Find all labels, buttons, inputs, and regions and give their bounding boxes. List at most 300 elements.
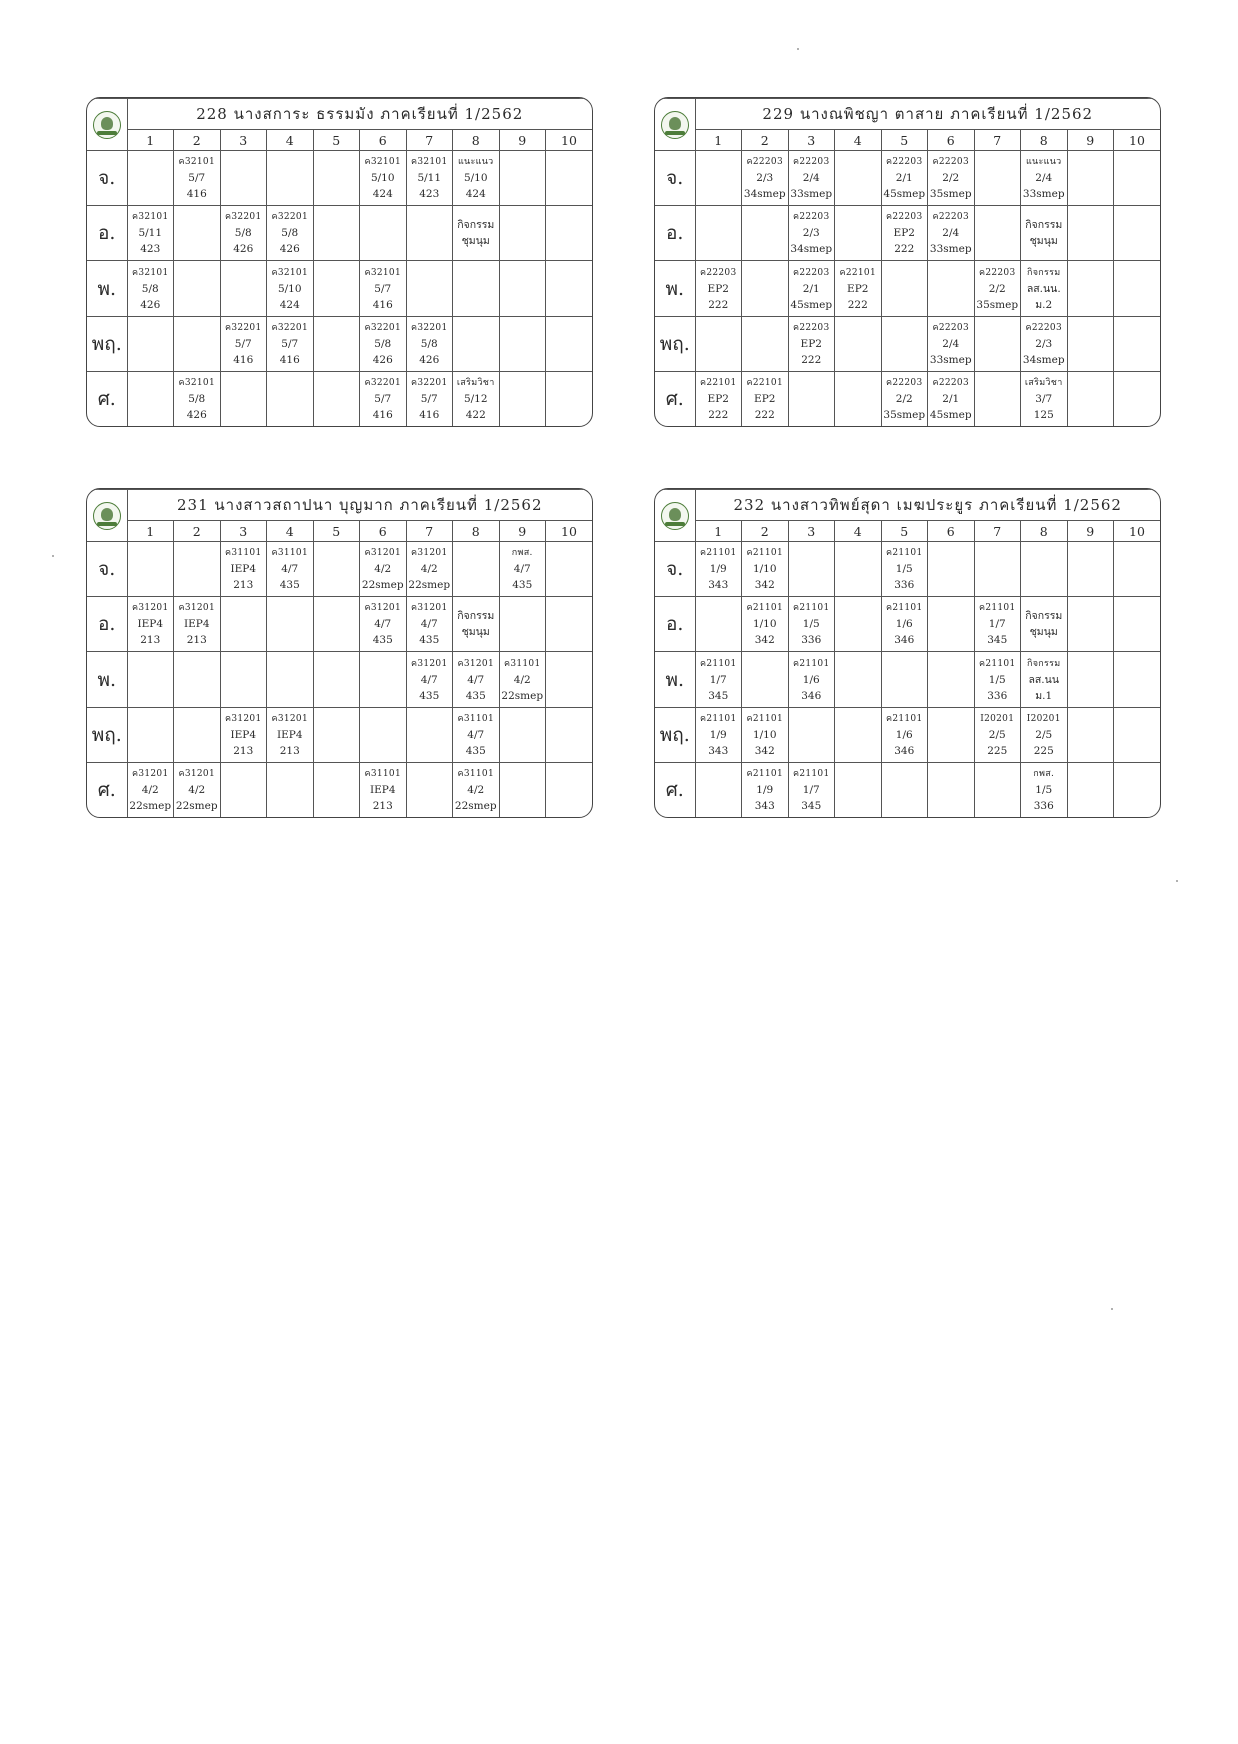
slot-line: 45smep bbox=[929, 408, 972, 421]
slot-line: 435 bbox=[419, 689, 440, 702]
slot-line: ค32101 bbox=[132, 212, 169, 223]
day-label: พ. bbox=[87, 261, 127, 316]
slot-line: 5/8 bbox=[374, 337, 392, 350]
schedule-slot bbox=[174, 316, 221, 371]
schedule-slot bbox=[174, 762, 221, 817]
slot-line: 416 bbox=[186, 188, 207, 201]
slot-line: 426 bbox=[186, 408, 207, 421]
period-number: 9 bbox=[1067, 521, 1114, 542]
period-number: 10 bbox=[546, 130, 593, 151]
slot-line: 346 bbox=[801, 689, 822, 702]
schedule-slot bbox=[881, 206, 928, 261]
slot-line: 2/4 bbox=[942, 227, 960, 240]
slot-line: 5/8 bbox=[420, 337, 438, 350]
schedule-slot bbox=[499, 316, 546, 371]
schedule-slot bbox=[1067, 762, 1114, 817]
day-label: จ. bbox=[87, 151, 127, 206]
slot-line: กิจกรรม bbox=[1025, 610, 1063, 623]
slot-line: 435 bbox=[279, 579, 300, 592]
schedule-slot bbox=[174, 597, 221, 652]
day-label: พฤ. bbox=[87, 707, 127, 762]
slot-line: EP2 bbox=[847, 282, 869, 295]
slot-line: 4/7 bbox=[420, 618, 438, 631]
slot-line: ค31201 bbox=[364, 548, 401, 559]
slot-line: 4/7 bbox=[374, 618, 392, 631]
schedule-slot bbox=[406, 652, 453, 707]
slot-line: IEP4 bbox=[369, 783, 396, 796]
slot-line: 35smep bbox=[976, 298, 1019, 311]
slot-line: 345 bbox=[708, 689, 729, 702]
slot-line: 5/10 bbox=[370, 172, 395, 185]
period-number: 3 bbox=[220, 130, 267, 151]
slot-line: ค21101 bbox=[979, 603, 1016, 614]
slot-line: ค31201 bbox=[132, 603, 169, 614]
day-row bbox=[655, 261, 1160, 316]
slot-line: 222 bbox=[708, 408, 729, 421]
slot-line: EP2 bbox=[754, 392, 776, 405]
day-row bbox=[655, 762, 1160, 817]
schedule-slot bbox=[928, 707, 975, 762]
day-row bbox=[655, 206, 1160, 261]
slot-line: ค32101 bbox=[364, 157, 401, 168]
slot-line: กพส. bbox=[1033, 768, 1055, 779]
period-number: 6 bbox=[360, 521, 407, 542]
schedule-slot bbox=[406, 762, 453, 817]
slot-line: แนะแนว bbox=[1025, 157, 1062, 168]
schedule-slot bbox=[546, 542, 593, 597]
slot-line: 416 bbox=[233, 353, 254, 366]
slot-line: EP2 bbox=[707, 392, 729, 405]
period-number: 2 bbox=[742, 130, 789, 151]
scan-speck bbox=[52, 555, 54, 557]
slot-line: 1/6 bbox=[895, 618, 913, 631]
schedule-slot bbox=[928, 542, 975, 597]
schedule-slot bbox=[1021, 707, 1068, 762]
schedule-slot bbox=[835, 151, 882, 206]
schedule-slot bbox=[974, 652, 1021, 707]
schedule-slot bbox=[974, 597, 1021, 652]
schedule-slot bbox=[788, 316, 835, 371]
period-number: 1 bbox=[127, 130, 174, 151]
slot-line: ค21101 bbox=[746, 713, 783, 724]
schedule-slot bbox=[499, 652, 546, 707]
slot-line: 1/5 bbox=[802, 618, 820, 631]
schedule-slot bbox=[974, 151, 1021, 206]
schedule-slot bbox=[1114, 316, 1161, 371]
day-label: ศ. bbox=[87, 762, 127, 817]
slot-line: ค31101 bbox=[271, 548, 308, 559]
schedule-slot bbox=[267, 316, 314, 371]
schedule-slot bbox=[1114, 652, 1161, 707]
timetable-grid bbox=[655, 489, 1160, 817]
period-number: 9 bbox=[499, 521, 546, 542]
schedule-slot bbox=[1067, 597, 1114, 652]
slot-line: 2/5 bbox=[988, 728, 1006, 741]
slot-line: ค21101 bbox=[886, 548, 923, 559]
day-label: จ. bbox=[655, 542, 695, 597]
schedule-slot bbox=[453, 652, 500, 707]
slot-line: ค21101 bbox=[700, 548, 737, 559]
slot-line: ค21101 bbox=[793, 768, 830, 779]
slot-line: 5/8 bbox=[141, 282, 159, 295]
slot-line: ค22203 bbox=[932, 212, 969, 223]
slot-line: ค31201 bbox=[411, 548, 448, 559]
schedule-slot bbox=[453, 151, 500, 206]
slot-line: 4/2 bbox=[188, 783, 206, 796]
slot-line: 343 bbox=[708, 579, 729, 592]
schedule-slot bbox=[695, 762, 742, 817]
schedule-slot bbox=[360, 542, 407, 597]
schedule-slot bbox=[267, 206, 314, 261]
day-label: ศ. bbox=[655, 371, 695, 426]
slot-line: ค32201 bbox=[225, 212, 262, 223]
schedule-slot bbox=[313, 371, 360, 426]
slot-line: ค31101 bbox=[504, 658, 541, 669]
schedule-slot bbox=[174, 206, 221, 261]
slot-line: 426 bbox=[140, 298, 161, 311]
schedule-slot bbox=[1114, 762, 1161, 817]
period-number: 5 bbox=[313, 521, 360, 542]
slot-line: 336 bbox=[987, 689, 1008, 702]
slot-line: 222 bbox=[894, 243, 915, 256]
day-label: ศ. bbox=[87, 371, 127, 426]
slot-line: ค21101 bbox=[886, 713, 923, 724]
slot-line: เสริมวิชา bbox=[456, 377, 495, 388]
school-emblem-icon bbox=[93, 502, 121, 530]
slot-line: ค31101 bbox=[225, 548, 262, 559]
schedule-slot bbox=[360, 206, 407, 261]
slot-line: 416 bbox=[419, 408, 440, 421]
slot-line: ค21101 bbox=[979, 658, 1016, 669]
day-label: ศ. bbox=[655, 762, 695, 817]
slot-line: ค21101 bbox=[700, 713, 737, 724]
slot-line: ค31201 bbox=[411, 658, 448, 669]
period-header-row bbox=[87, 130, 592, 151]
schedule-slot bbox=[220, 151, 267, 206]
slot-line: ค32201 bbox=[411, 377, 448, 388]
schedule-slot bbox=[1021, 652, 1068, 707]
schedule-slot bbox=[360, 316, 407, 371]
schedule-slot bbox=[788, 542, 835, 597]
slot-line: 5/7 bbox=[234, 337, 252, 350]
schedule-slot bbox=[1067, 542, 1114, 597]
schedule-slot bbox=[546, 316, 593, 371]
schedule-slot bbox=[742, 542, 789, 597]
slot-line: 422 bbox=[465, 408, 486, 421]
schedule-slot bbox=[1021, 371, 1068, 426]
slot-line: ค21101 bbox=[793, 603, 830, 614]
schedule-slot bbox=[1021, 151, 1068, 206]
schedule-slot bbox=[1114, 542, 1161, 597]
schedule-slot bbox=[127, 597, 174, 652]
slot-line: กิจกรรม bbox=[1025, 219, 1063, 232]
schedule-slot bbox=[174, 542, 221, 597]
period-number: 7 bbox=[406, 521, 453, 542]
period-number: 9 bbox=[1067, 130, 1114, 151]
slot-line: ชุมนุม bbox=[461, 626, 490, 639]
schedule-slot bbox=[1067, 261, 1114, 316]
slot-line: 1/9 bbox=[709, 563, 727, 576]
schedule-slot bbox=[406, 316, 453, 371]
slot-line: 22smep bbox=[408, 579, 451, 592]
slot-line: ค22203 bbox=[793, 322, 830, 333]
schedule-slot bbox=[453, 542, 500, 597]
scan-speck bbox=[1111, 1308, 1113, 1310]
slot-line: ค31101 bbox=[457, 768, 494, 779]
schedule-slot bbox=[499, 206, 546, 261]
period-number: 1 bbox=[127, 521, 174, 542]
schedule-slot bbox=[881, 762, 928, 817]
schedule-slot bbox=[499, 371, 546, 426]
slot-line: 1/7 bbox=[988, 618, 1006, 631]
slot-line: ค32201 bbox=[225, 322, 262, 333]
slot-line: IEP4 bbox=[230, 728, 257, 741]
schedule-slot bbox=[835, 371, 882, 426]
day-row bbox=[87, 316, 592, 371]
period-number: 2 bbox=[174, 130, 221, 151]
day-label: พ. bbox=[87, 652, 127, 707]
schedule-slot bbox=[220, 597, 267, 652]
slot-line: ค21101 bbox=[886, 603, 923, 614]
schedule-slot bbox=[360, 652, 407, 707]
title-row bbox=[87, 99, 592, 130]
slot-line: ม.2 bbox=[1035, 298, 1053, 311]
schedule-slot bbox=[928, 316, 975, 371]
slot-line: 4/2 bbox=[467, 783, 485, 796]
day-label: อ. bbox=[87, 206, 127, 261]
slot-line: 2/4 bbox=[1035, 172, 1053, 185]
title-row bbox=[87, 490, 592, 521]
period-number: 10 bbox=[1114, 130, 1161, 151]
schedule-slot bbox=[1067, 206, 1114, 261]
scan-speck bbox=[797, 48, 799, 50]
schedule-slot bbox=[499, 707, 546, 762]
slot-line: 4/2 bbox=[374, 563, 392, 576]
schedule-slot bbox=[313, 316, 360, 371]
slot-line: I20201 bbox=[1026, 713, 1061, 724]
schedule-slot bbox=[835, 652, 882, 707]
schedule-slot bbox=[546, 652, 593, 707]
day-row bbox=[87, 652, 592, 707]
slot-line: 1/5 bbox=[988, 673, 1006, 686]
slot-line: 35smep bbox=[929, 188, 972, 201]
slot-line: IEP4 bbox=[137, 618, 164, 631]
slot-line: ค31201 bbox=[457, 658, 494, 669]
schedule-slot bbox=[928, 762, 975, 817]
slot-line: ค21101 bbox=[793, 658, 830, 669]
school-logo-cell bbox=[87, 490, 127, 542]
slot-line: 2/4 bbox=[802, 172, 820, 185]
slot-line: 222 bbox=[801, 353, 822, 366]
schedule-slot bbox=[1067, 371, 1114, 426]
slot-line: 2/3 bbox=[1035, 337, 1053, 350]
schedule-slot bbox=[453, 762, 500, 817]
slot-line: 225 bbox=[987, 744, 1008, 757]
schedule-slot bbox=[313, 151, 360, 206]
slot-line: 213 bbox=[279, 744, 300, 757]
slot-line: ค22101 bbox=[746, 377, 783, 388]
slot-line: 2/1 bbox=[802, 282, 820, 295]
slot-line: 1/6 bbox=[895, 728, 913, 741]
schedule-slot bbox=[406, 206, 453, 261]
day-label: พฤ. bbox=[655, 316, 695, 371]
schedule-slot bbox=[1021, 762, 1068, 817]
slot-line: 5/7 bbox=[188, 172, 206, 185]
schedule-slot bbox=[881, 707, 928, 762]
slot-line: 342 bbox=[754, 579, 775, 592]
slot-line: ค22203 bbox=[886, 377, 923, 388]
slot-line: 424 bbox=[372, 188, 393, 201]
period-number: 5 bbox=[881, 521, 928, 542]
schedule-slot bbox=[742, 707, 789, 762]
schedule-slot bbox=[695, 652, 742, 707]
schedule-slot bbox=[267, 707, 314, 762]
title-row bbox=[655, 99, 1160, 130]
schedule-slot bbox=[360, 762, 407, 817]
slot-line: ค22203 bbox=[886, 157, 923, 168]
schedule-slot bbox=[406, 542, 453, 597]
slot-line: 2/2 bbox=[895, 392, 913, 405]
slot-line: 22smep bbox=[361, 579, 404, 592]
schedule-slot bbox=[695, 371, 742, 426]
period-header-row bbox=[655, 130, 1160, 151]
slot-line: ค31101 bbox=[457, 713, 494, 724]
day-label: อ. bbox=[655, 206, 695, 261]
slot-line: 343 bbox=[754, 799, 775, 812]
schedule-slot bbox=[788, 597, 835, 652]
slot-line: ค31101 bbox=[364, 768, 401, 779]
schedule-slot bbox=[1067, 652, 1114, 707]
schedule-slot bbox=[220, 652, 267, 707]
day-row bbox=[87, 151, 592, 206]
slot-line: 5/10 bbox=[463, 172, 488, 185]
slot-line: 5/12 bbox=[463, 392, 488, 405]
slot-line: 213 bbox=[140, 634, 161, 647]
schedule-slot bbox=[974, 762, 1021, 817]
slot-line: 3/7 bbox=[1035, 392, 1053, 405]
period-number: 4 bbox=[267, 521, 314, 542]
schedule-slot bbox=[453, 371, 500, 426]
slot-line: เสริมวิชา bbox=[1024, 377, 1063, 388]
schedule-slot bbox=[267, 371, 314, 426]
schedule-slot bbox=[928, 261, 975, 316]
slot-line: 2/4 bbox=[942, 337, 960, 350]
timetable-title: 232 นางสาวทิพย์สุดา เมฆประยูร ภาคเรียนที่ 1/2562 bbox=[695, 490, 1160, 521]
slot-line: 33smep bbox=[790, 188, 833, 201]
slot-line: 426 bbox=[419, 353, 440, 366]
slot-line: ค31201 bbox=[178, 603, 215, 614]
slot-line: ชุมนุม bbox=[461, 235, 490, 248]
schedule-slot bbox=[695, 151, 742, 206]
slot-line: ค22203 bbox=[932, 322, 969, 333]
timetable-title: 229 นางณพิชญา ตาสาย ภาคเรียนที่ 1/2562 bbox=[695, 99, 1160, 130]
schedule-slot bbox=[220, 542, 267, 597]
slot-line: 345 bbox=[987, 634, 1008, 647]
schedule-slot bbox=[406, 371, 453, 426]
schedule-slot bbox=[881, 151, 928, 206]
schedule-slot bbox=[313, 542, 360, 597]
slot-line: 1/10 bbox=[752, 618, 777, 631]
school-emblem-icon bbox=[93, 111, 121, 139]
period-number: 6 bbox=[928, 130, 975, 151]
timetable-grid bbox=[87, 98, 592, 426]
schedule-slot bbox=[453, 316, 500, 371]
slot-line: EP2 bbox=[893, 227, 915, 240]
slot-line: 5/8 bbox=[281, 227, 299, 240]
timetable-card bbox=[654, 97, 1161, 427]
schedule-slot bbox=[881, 597, 928, 652]
slot-line: IEP4 bbox=[230, 563, 257, 576]
schedule-slot bbox=[974, 316, 1021, 371]
schedule-slot bbox=[788, 261, 835, 316]
slot-line: 1/5 bbox=[895, 563, 913, 576]
slot-line: 222 bbox=[754, 408, 775, 421]
slot-line: 5/11 bbox=[138, 227, 163, 240]
schedule-slot bbox=[1114, 206, 1161, 261]
slot-line: ค22203 bbox=[700, 267, 737, 278]
slot-line: 5/11 bbox=[417, 172, 442, 185]
timetable-card bbox=[86, 97, 593, 427]
schedule-slot bbox=[546, 206, 593, 261]
schedule-slot bbox=[499, 542, 546, 597]
slot-line: 33smep bbox=[929, 353, 972, 366]
period-number: 1 bbox=[695, 521, 742, 542]
schedule-slot bbox=[313, 652, 360, 707]
slot-line: ค32201 bbox=[411, 322, 448, 333]
schedule-slot bbox=[974, 371, 1021, 426]
schedule-slot bbox=[742, 316, 789, 371]
period-number: 2 bbox=[742, 521, 789, 542]
schedule-slot bbox=[1021, 206, 1068, 261]
slot-line: 4/7 bbox=[513, 563, 531, 576]
schedule-slot bbox=[127, 206, 174, 261]
schedule-slot bbox=[267, 597, 314, 652]
slot-line: 342 bbox=[754, 744, 775, 757]
period-number: 3 bbox=[788, 130, 835, 151]
schedule-slot bbox=[974, 206, 1021, 261]
slot-line: ค32101 bbox=[178, 157, 215, 168]
schedule-slot bbox=[127, 707, 174, 762]
schedule-slot bbox=[360, 151, 407, 206]
schedule-slot bbox=[788, 206, 835, 261]
slot-line: ค22101 bbox=[839, 267, 876, 278]
slot-line: 2/3 bbox=[802, 227, 820, 240]
schedule-slot bbox=[835, 542, 882, 597]
period-number: 5 bbox=[881, 130, 928, 151]
period-number: 4 bbox=[835, 521, 882, 542]
schedule-slot bbox=[835, 316, 882, 371]
slot-line: 1/10 bbox=[752, 563, 777, 576]
schedule-slot bbox=[974, 542, 1021, 597]
schedule-slot bbox=[220, 707, 267, 762]
slot-line: 1/9 bbox=[756, 783, 774, 796]
slot-line: ค32201 bbox=[271, 322, 308, 333]
schedule-slot bbox=[881, 652, 928, 707]
schedule-slot bbox=[1067, 151, 1114, 206]
school-logo-cell bbox=[655, 490, 695, 542]
day-row bbox=[87, 542, 592, 597]
slot-line: กิจกรรม bbox=[1026, 658, 1061, 669]
schedule-slot bbox=[1021, 261, 1068, 316]
period-number: 7 bbox=[974, 521, 1021, 542]
slot-line: 34smep bbox=[743, 188, 786, 201]
slot-line: ค31201 bbox=[271, 713, 308, 724]
day-row bbox=[655, 597, 1160, 652]
slot-line: 2/3 bbox=[756, 172, 774, 185]
period-number: 8 bbox=[1021, 130, 1068, 151]
slot-line: 213 bbox=[372, 799, 393, 812]
slot-line: 5/7 bbox=[374, 392, 392, 405]
